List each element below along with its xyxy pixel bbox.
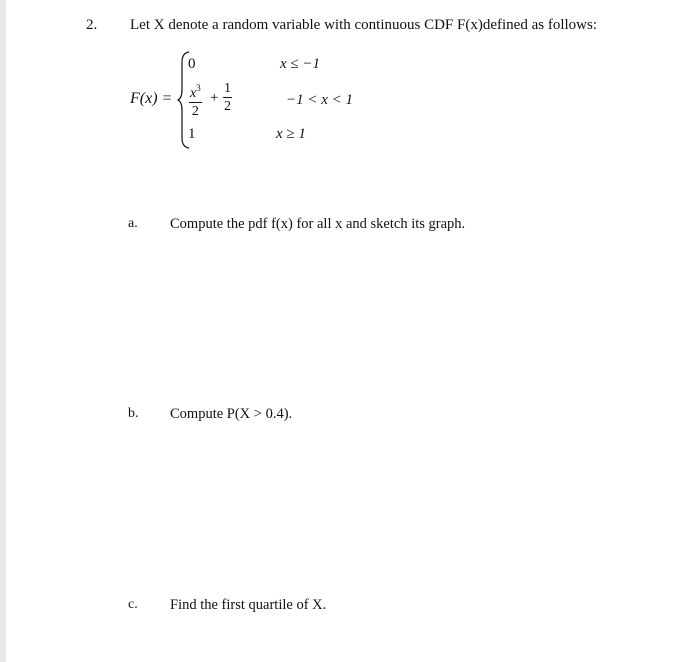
part-b-label: b.	[128, 406, 139, 421]
question-text: Let X denote a random variable with continuous CDF F(x)defined as follows:	[130, 17, 597, 33]
fraction-1-numerator	[189, 80, 202, 102]
left-margin-rule	[0, 0, 6, 662]
case-3-value: 1	[188, 126, 196, 142]
case-1-condition: x ≤ −1	[280, 56, 321, 72]
case-1-value: 0	[188, 56, 196, 72]
case-2-fraction-2	[223, 80, 232, 115]
case-2-fraction-1	[189, 80, 202, 120]
plus-sign: +	[210, 90, 219, 106]
fraction-2-numerator: 1	[224, 81, 231, 96]
case-2-condition: −1 < x < 1	[286, 92, 354, 108]
case-3-condition: x ≥ 1	[276, 126, 306, 142]
numerator-base: x	[190, 86, 197, 101]
part-a-label: a.	[128, 216, 138, 231]
numerator-exponent: 3	[196, 83, 201, 93]
part-c-label: c.	[128, 597, 138, 612]
formula-lhs: F(x) =	[130, 90, 173, 107]
part-a-text: Compute the pdf f(x) for all x and sketch its graph.	[170, 216, 466, 232]
question-number: 2.	[86, 17, 98, 33]
fraction-1-denominator: 2	[191, 104, 199, 119]
part-c-text: Find the first quartile of X.	[170, 597, 327, 613]
fraction-2-denominator: 2	[224, 99, 231, 114]
part-b-text: Compute P(X > 0.4).	[170, 406, 293, 422]
cdf-formula	[130, 50, 390, 155]
